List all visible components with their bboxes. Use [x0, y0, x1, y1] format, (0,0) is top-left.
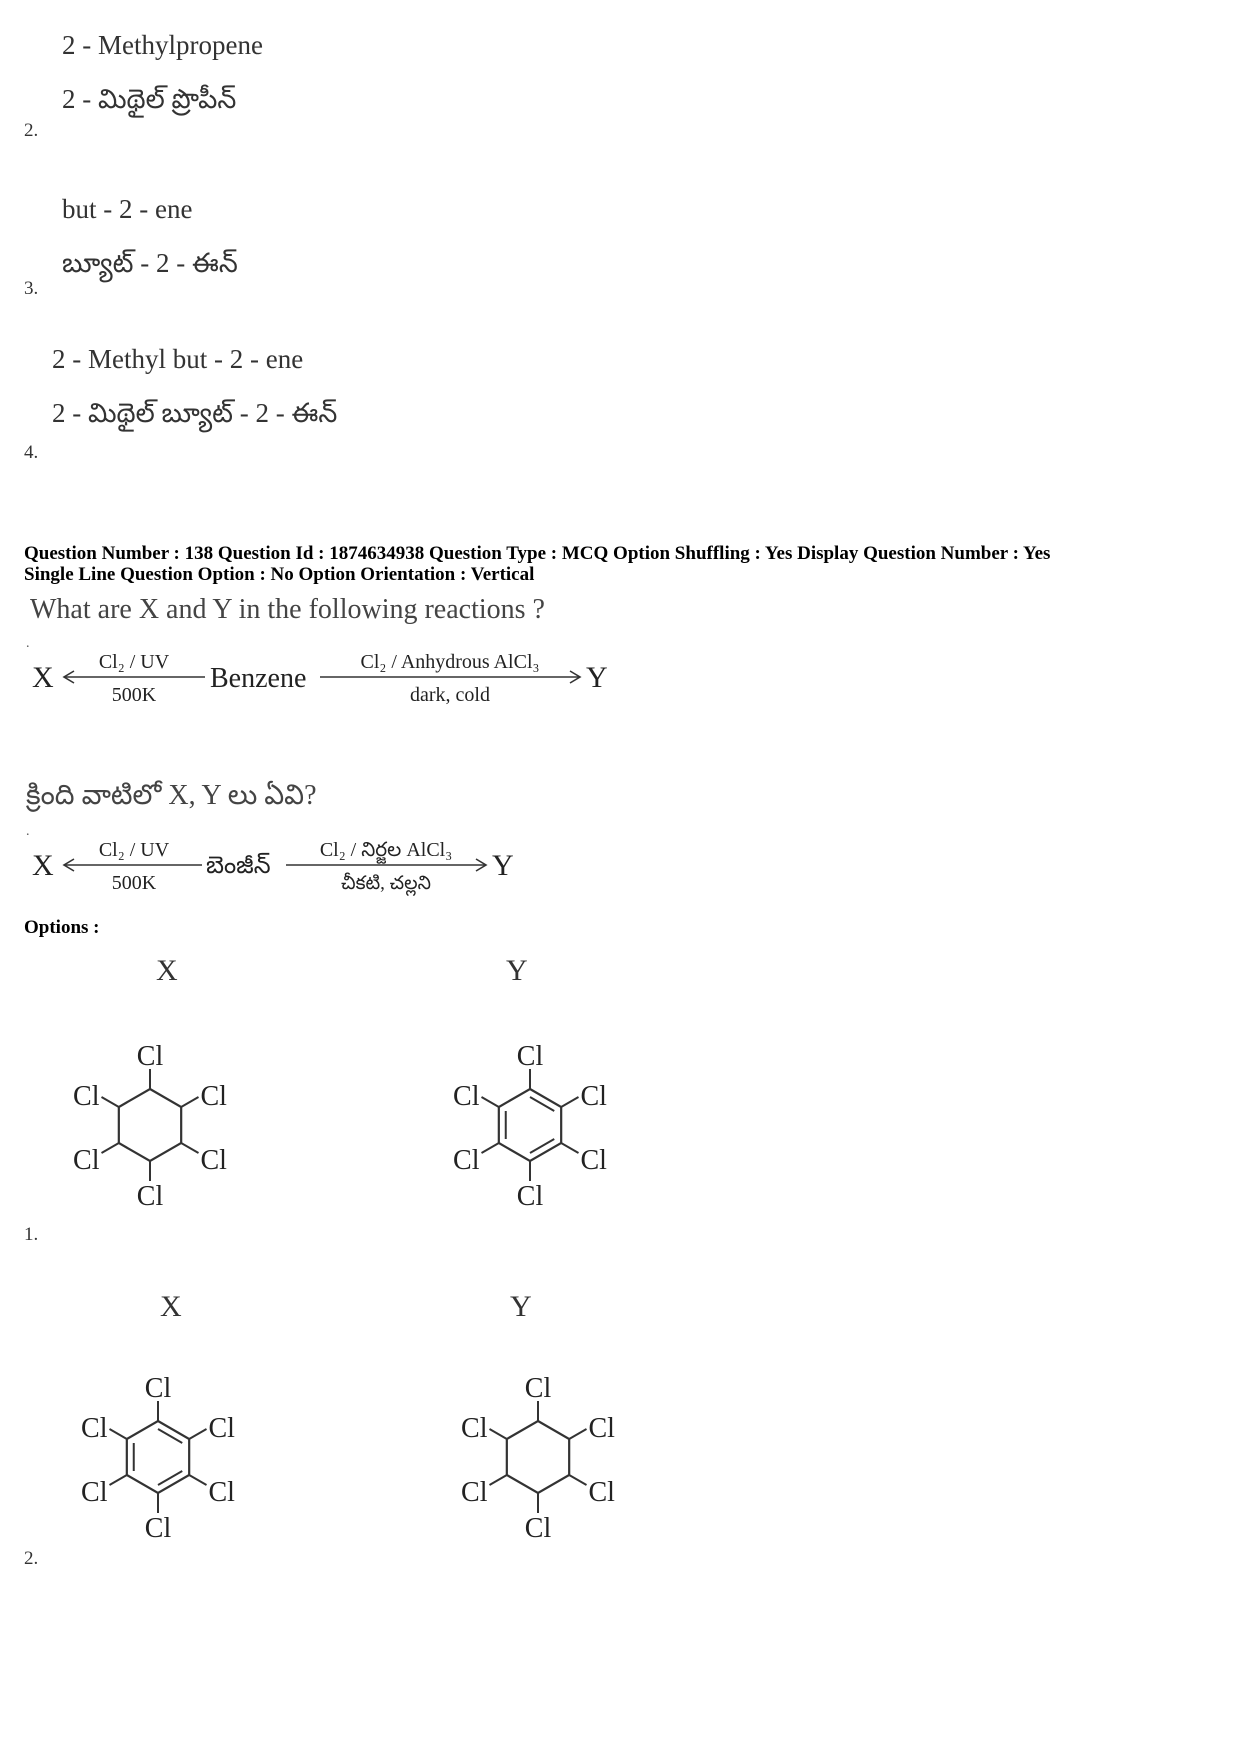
- question-text-en: What are X and Y in the following reactions ?: [30, 594, 545, 625]
- option-1-x-structure: [40, 1020, 260, 1230]
- chlorine-label: Cl: [144, 1513, 172, 1544]
- reaction-te-center: బెంజీన్: [206, 853, 271, 879]
- option-2-number: 2.: [24, 1548, 39, 1569]
- reaction-te-right-bottom: చీకటి, చల్లని: [341, 873, 431, 894]
- option-2-y-structure: [428, 1352, 648, 1562]
- substituent-bond: [102, 1143, 119, 1153]
- substituent-bond: [569, 1429, 586, 1439]
- chlorine-label: Cl: [81, 1413, 108, 1444]
- chlorine-label: Cl: [200, 1081, 227, 1112]
- substituent-bond: [490, 1475, 507, 1485]
- double-bond: [530, 1139, 554, 1153]
- ring-bonds: [119, 1089, 181, 1161]
- substituent-bond: [569, 1475, 586, 1485]
- chlorine-label: Cl: [208, 1477, 235, 1508]
- option-1-x-label: X: [156, 954, 178, 987]
- chlorine-label: Cl: [580, 1081, 607, 1112]
- substituent-bond: [189, 1429, 206, 1439]
- chlorine-label: Cl: [524, 1513, 552, 1544]
- chlorine-label: Cl: [588, 1477, 615, 1508]
- reaction-en-y: Y: [586, 661, 608, 694]
- double-bond: [530, 1097, 554, 1111]
- reaction-scheme-en: [30, 648, 630, 712]
- prev-option-3-en: but - 2 - ene: [62, 194, 193, 224]
- double-bond: [158, 1429, 182, 1443]
- question-meta-line1: Question Number : 138 Question Id : 1874634938 Question Type : MCQ Option Shuffling : Yes Display Question Number : Yes: [24, 543, 1051, 564]
- reaction-en-left-bottom: 500K: [111, 684, 157, 706]
- reaction-en-x: X: [32, 661, 54, 694]
- chlorine-label: Cl: [81, 1477, 108, 1508]
- substituent-bond: [561, 1143, 578, 1153]
- question-dot-te: .: [26, 824, 30, 839]
- chlorine-label: Cl: [144, 1373, 172, 1404]
- chlorine-label: Cl: [73, 1145, 100, 1176]
- prev-option-4-en: 2 - Methyl but - 2 - ene: [52, 344, 304, 374]
- prev-option-3-te: బ్యూట్ - 2 - ఈన్: [62, 248, 238, 278]
- reaction-en-left-top: Cl₂ / UV: [98, 651, 170, 673]
- reaction-te-right-top: Cl₂ / నిర్జల AlCl₃: [319, 839, 453, 861]
- reaction-te-x: X: [32, 849, 54, 882]
- chlorine-label: Cl: [136, 1181, 164, 1212]
- question-meta-line2: Single Line Question Option : No Option Orientation : Vertical: [24, 564, 535, 585]
- substituent-bond: [189, 1475, 206, 1485]
- substituent-bond: [110, 1429, 127, 1439]
- chlorine-label: Cl: [136, 1041, 164, 1072]
- substituent-bond: [482, 1143, 499, 1153]
- question-dot-en: .: [26, 636, 30, 651]
- option-1-number: 1.: [24, 1224, 39, 1245]
- substituent-bond: [561, 1097, 578, 1107]
- option-2-x-structure: [48, 1352, 268, 1562]
- chlorine-label: Cl: [516, 1181, 544, 1212]
- options-label: Options :: [24, 917, 100, 938]
- substituent-bond: [181, 1097, 198, 1107]
- chlorine-label: Cl: [73, 1081, 100, 1112]
- option-1-y-label: Y: [506, 954, 528, 987]
- prev-option-2-number: 2.: [24, 120, 39, 141]
- chlorine-label: Cl: [453, 1145, 480, 1176]
- substituent-bond: [490, 1429, 507, 1439]
- reaction-en-right-top: Cl₂ / Anhydrous AlCl₃: [360, 651, 540, 673]
- reaction-te-y: Y: [492, 849, 514, 882]
- option-1-y-structure: [420, 1020, 640, 1230]
- prev-option-4-te: 2 - మిథైల్ బ్యూట్ - 2 - ఈన్: [52, 398, 338, 428]
- reaction-en-right-bottom: dark, cold: [410, 684, 490, 706]
- chlorine-label: Cl: [208, 1413, 235, 1444]
- chlorine-label: Cl: [453, 1081, 480, 1112]
- prev-option-4-number: 4.: [24, 442, 39, 463]
- chlorine-label: Cl: [200, 1145, 227, 1176]
- reaction-scheme-te: [30, 836, 630, 900]
- substituent-bond: [482, 1097, 499, 1107]
- reaction-te-left-top: Cl₂ / UV: [98, 839, 170, 861]
- reaction-en-center: Benzene: [210, 663, 307, 694]
- ring-bonds: [507, 1421, 569, 1493]
- question-text-te: క్రింది వాటిలో X, Y లు ఏవి?: [26, 780, 317, 811]
- prev-option-3-number: 3.: [24, 278, 39, 299]
- ring-bonds: [127, 1421, 189, 1493]
- prev-option-2-en: 2 - Methylpropene: [62, 30, 263, 60]
- reaction-te-left-bottom: 500K: [111, 872, 157, 894]
- double-bond: [158, 1471, 182, 1485]
- chlorine-label: Cl: [524, 1373, 552, 1404]
- chlorine-label: Cl: [580, 1145, 607, 1176]
- substituent-bond: [102, 1097, 119, 1107]
- chlorine-label: Cl: [516, 1041, 544, 1072]
- ring-bonds: [499, 1089, 561, 1161]
- prev-option-2-te: 2 - మిథైల్ ప్రొపీన్: [62, 84, 237, 114]
- option-2-y-label: Y: [510, 1290, 532, 1323]
- option-2-x-label: X: [160, 1290, 182, 1323]
- chlorine-label: Cl: [461, 1413, 488, 1444]
- chlorine-label: Cl: [461, 1477, 488, 1508]
- substituent-bond: [110, 1475, 127, 1485]
- chlorine-label: Cl: [588, 1413, 615, 1444]
- substituent-bond: [181, 1143, 198, 1153]
